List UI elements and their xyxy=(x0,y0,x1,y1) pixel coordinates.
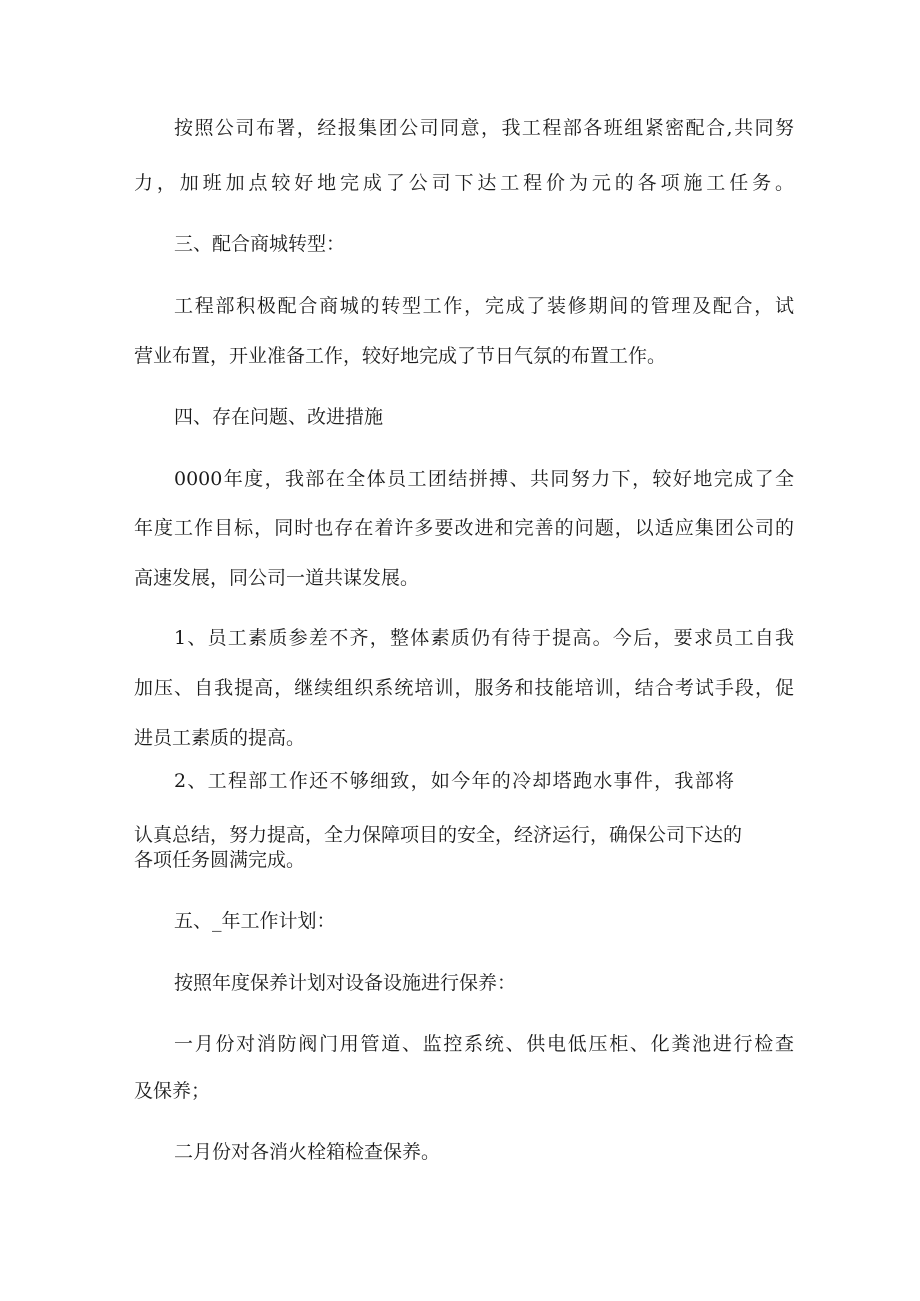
paragraph-line: 及保养； xyxy=(134,1080,211,1102)
paragraph-line: 力，加班加点较好地完成了公司下达工程价为元的各项施工任务。 xyxy=(134,172,794,194)
paragraph-line: 按照年度保养计划对设备设施进行保养： xyxy=(174,972,517,994)
paragraph-line: 营业布置，开业准备工作，较好地完成了节日气氛的布置工作。 xyxy=(134,345,667,367)
paragraph-line: 二月份对各消火栓箱检查保养。 xyxy=(174,1141,441,1163)
paragraph-line: 1、员工素质参差不齐，整体素质仍有待于提高。今后，要求员工自我 xyxy=(174,627,794,649)
paragraph-line: 进员工素质的提高。 xyxy=(134,727,306,749)
paragraph-line: 各项任务圆满完成。 xyxy=(134,849,306,871)
paragraph-line: 2、工程部工作还不够细致，如今年的冷却塔跑水事件，我部将 xyxy=(174,770,734,792)
section-heading: 五、_年工作计划： xyxy=(174,910,336,932)
paragraph-line: 工程部积极配合商城的转型工作，完成了装修期间的管理及配合，试 xyxy=(174,295,794,317)
section-heading: 四、存在问题、改进措施 xyxy=(174,406,384,428)
paragraph-line: 加压、自我提高，继续组织系统培训，服务和技能培训，结合考试手段，促 xyxy=(134,677,794,699)
paragraph-line: 认真总结，努力提高，全力保障项目的安全，经济运行，确保公司下达的 xyxy=(134,824,743,846)
paragraph-line: 0000年度，我部在全体员工团结拼搏、共同努力下，较好地完成了全 xyxy=(174,468,794,490)
paragraph-line: 按照公司布署，经报集团公司同意，我工程部各班组紧密配合,共同努 xyxy=(174,117,794,139)
section-heading: 三、配合商城转型： xyxy=(174,233,346,255)
paragraph-line: 高速发展，同公司一道共谋发展。 xyxy=(134,567,420,589)
paragraph-line: 年度工作目标，同时也存在着许多要改进和完善的问题，以适应集团公司的 xyxy=(134,517,794,539)
paragraph-line: 一月份对消防阀门用管道、监控系统、供电低压柜、化粪池进行检查 xyxy=(174,1033,794,1055)
